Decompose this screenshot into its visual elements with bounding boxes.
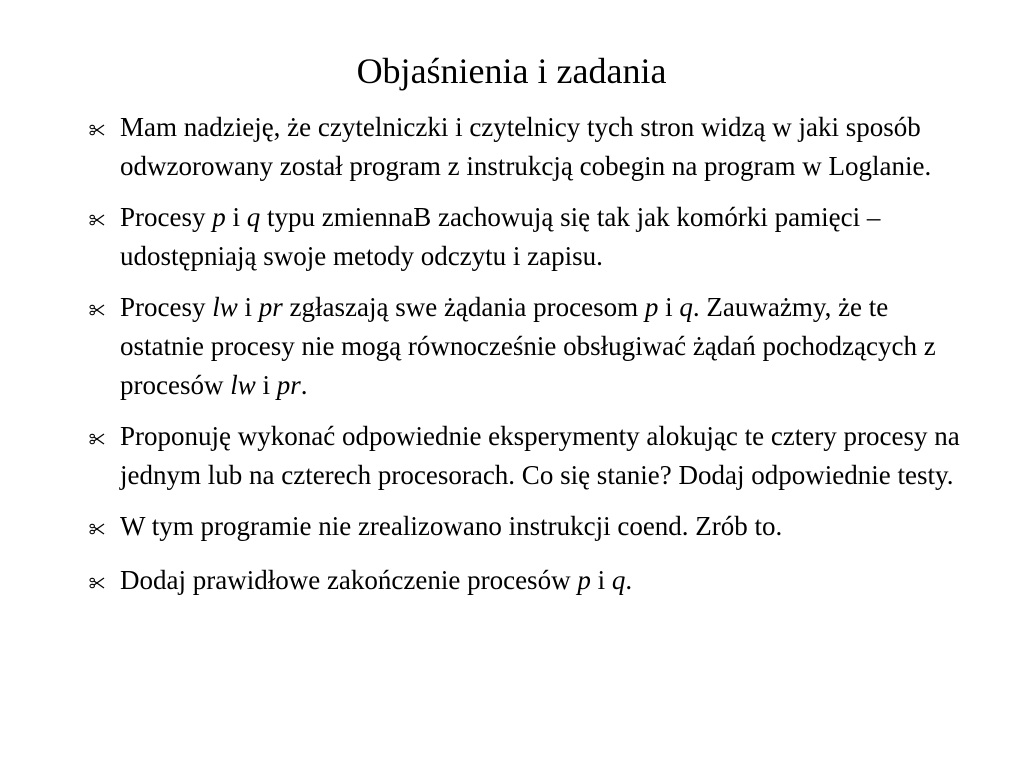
scissors-icon: [86, 288, 108, 327]
italic-term: q: [679, 292, 693, 322]
bullet-item-4: [86, 417, 966, 495]
text-run: i: [590, 565, 612, 595]
text-run: Procesy: [120, 292, 213, 322]
italic-term: p: [577, 565, 591, 595]
scissors-icon: [86, 417, 108, 456]
bullet-item-2: [86, 198, 966, 276]
text-run: . Zauważmy, że te ostatnie procesy nie mogą równocześnie obsługiwać żądań pochodzących z procesów: [120, 292, 936, 400]
scissors-icon: [86, 108, 108, 147]
text-run: W tym programie nie zrealizowano instrukcji coend. Zrób to.: [120, 511, 783, 541]
slide-title: Objaśnienia i zadania: [356, 51, 667, 91]
text-run: i: [225, 202, 247, 232]
bullet-text-5: [120, 507, 966, 546]
text-run: Procesy: [120, 202, 213, 232]
italic-term: lw: [212, 292, 238, 322]
italic-term: lw: [230, 370, 256, 400]
text-run: .: [300, 370, 308, 400]
italic-term: p: [644, 292, 659, 322]
bullet-item-5: [86, 507, 966, 546]
text-run: Mam nadzieję, że czytelniczki i czytelnicy tych stron widzą w jaki sposób odwzorowany został program z instrukcją cobegin na program w Loglanie.: [120, 112, 932, 181]
text-run: i: [658, 292, 680, 322]
text-run: typu zmiennaB zachowują się tak jak komórki pamięci – udostępniają swoje metody odczytu i zapisu.: [120, 202, 881, 271]
bullet-text-3: [120, 288, 966, 405]
scissors-icon: [86, 507, 108, 546]
bullet-text-4: [120, 417, 966, 495]
italic-term: q: [611, 565, 626, 595]
text-run: i: [237, 292, 259, 322]
bullet-text-6: [120, 561, 966, 600]
text-run: Proponuję wykonać odpowiednie eksperymenty alokując te cztery procesy na jednym lub na czterech procesorach. Co się stanie? Dodaj odpowiednie testy.: [120, 421, 960, 490]
bullet-text-2: [120, 198, 966, 276]
text-run: zgłaszają swe żądania procesom: [282, 292, 645, 322]
italic-term: pr: [258, 292, 283, 322]
text-run: i: [255, 370, 277, 400]
bullet-item-3: [86, 288, 966, 405]
bullet-item-1: [86, 108, 966, 186]
bullet-list: [86, 108, 966, 612]
bullet-item-6: [86, 561, 966, 600]
bullet-text-1: [120, 108, 966, 186]
italic-term: q: [246, 202, 261, 232]
italic-term: p: [212, 202, 226, 232]
scissors-icon: [86, 561, 108, 600]
scissors-icon: [86, 198, 108, 237]
text-run: Dodaj prawidłowe zakończenie procesów: [120, 565, 578, 595]
text-run: .: [625, 565, 633, 595]
italic-term: pr: [276, 370, 301, 400]
